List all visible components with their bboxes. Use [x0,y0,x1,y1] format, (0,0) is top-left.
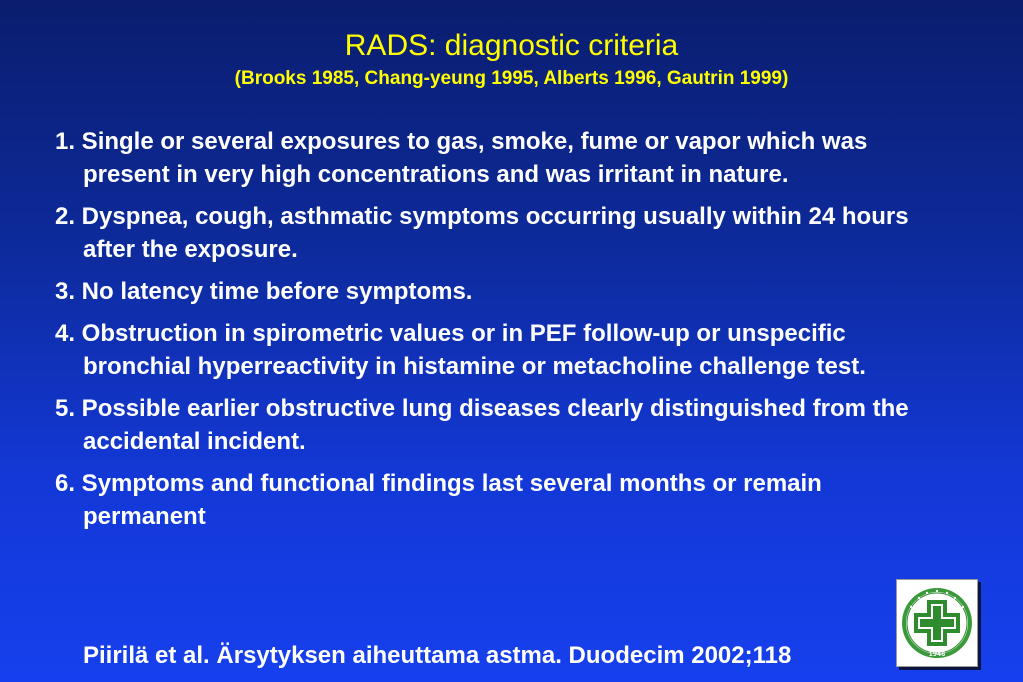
criteria-item: 1. Single or several exposures to gas, smoke, fume or vapor which was present in very high concentrations and was irritant in nature. [55,128,868,188]
logo [896,579,978,667]
logo-year: 1946 [928,651,946,658]
green-cross-seal-icon [897,580,977,666]
criteria-item: 6. Symptoms and functional findings last several months or remain permanent [55,470,822,530]
criteria-item: 4. Obstruction in spirometric values or in PEF follow-up or unspecific bronchial hyperreactivity in histamine or metacholine challenge test. [55,320,866,380]
slide-subtitle: (Brooks 1985, Chang-yeung 1995, Alberts 1996, Gautrin 1999) [234,68,789,89]
slide-title: RADS: diagnostic criteria [344,29,679,62]
criteria-list [55,125,935,542]
criteria-item: 2. Dyspnea, cough, asthmatic symptoms occurring usually within 24 hours after the exposure. [55,203,909,263]
reference-citation: Piirilä et al. Ärsytyksen aiheuttama astma. Duodecim 2002;118 [83,642,792,669]
criteria-item: 3. No latency time before symptoms. [55,278,473,305]
criteria-item: 5. Possible earlier obstructive lung diseases clearly distinguished from the accidental incident. [55,395,909,455]
